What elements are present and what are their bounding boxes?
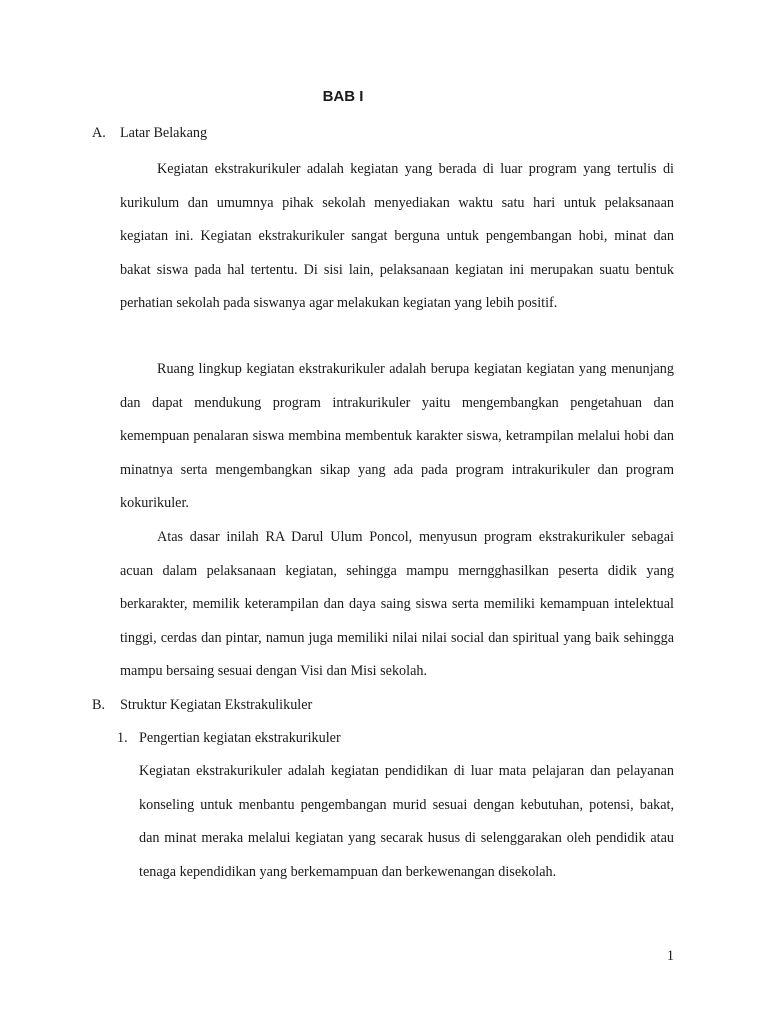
paragraph-latar-belakang-1: Kegiatan ekstrakurikuler adalah kegiatan yang berada di luar program yang tertulis di kurikulum dan umumnya pihak sekolah menyediakan waktu satu hari untuk pelaksanaan kegiatan ini. Kegiatan ekstrakurikuler sangat berguna untuk pengembangan hobi, minat dan bakat siswa pada hal tertentu. Di sisi lain, pelaksanaan kegiatan ini merupakan suatu bentuk perhatian sekolah pada siswanya agar melakukan kegiatan yang lebih positif. [120, 161, 674, 312]
subsection-title: Pengertian kegiatan ekstrakurikuler [139, 730, 341, 746]
paragraph-latar-belakang-2: Ruang lingkup kegiatan ekstrakurikuler adalah berupa kegiatan kegiatan yang menunjang dan dapat mendukung program intrakurikuler yaitu mengembangkan pengetahuan dan kemempuan penalaran siswa membina membentuk karakter siswa, ketrampilan melalui hobi dan minatnya serta mengembangkan sikap yang ada pada program intrakurikuler dan program kokurikuler. [120, 361, 674, 512]
section-title: Latar Belakang [120, 125, 208, 141]
paragraph-pengertian: Kegiatan ekstrakurikuler adalah kegiatan pendidikan di luar mata pelajaran dan pelayanan konseling untuk menbantu pengembangan murid sesuai dengan kebutuhan, potensi, bakat, dan minat meraka melalui kegiatan yang secarak husus di selenggarakan oleh pendidik atau tenaga kependidikan yang berkemampuan dan berkewenangan disekolah. [139, 763, 674, 880]
page-number: 1 [666, 948, 674, 964]
section-heading-struktur [92, 696, 312, 714]
section-marker: B. [92, 697, 106, 713]
subsection-heading-pengertian [117, 729, 341, 747]
chapter-title: BAB I [322, 88, 364, 105]
section-marker: A. [92, 125, 106, 141]
paragraph-latar-belakang-3: Atas dasar inilah RA Darul Ulum Poncol, menyusun program ekstrakurikuler sebagai acuan dalam pelaksanaan kegiatan, sehingga mampu merngghasilkan peserta didik yang berkarakter, memilik keterampilan dan daya saing siswa serta memiliki kemampuan intelektual tinggi, cerdas dan pintar, namun juga memiliki nilai nilai social dan spiritual yang baik sehingga mampu bersaing sesuai dengan Visi dan Misi sekolah. [120, 529, 674, 680]
subsection-marker: 1. [117, 730, 128, 746]
section-title: Struktur Kegiatan Ekstrakulikuler [120, 697, 313, 713]
section-heading-latar-belakang [92, 124, 207, 142]
